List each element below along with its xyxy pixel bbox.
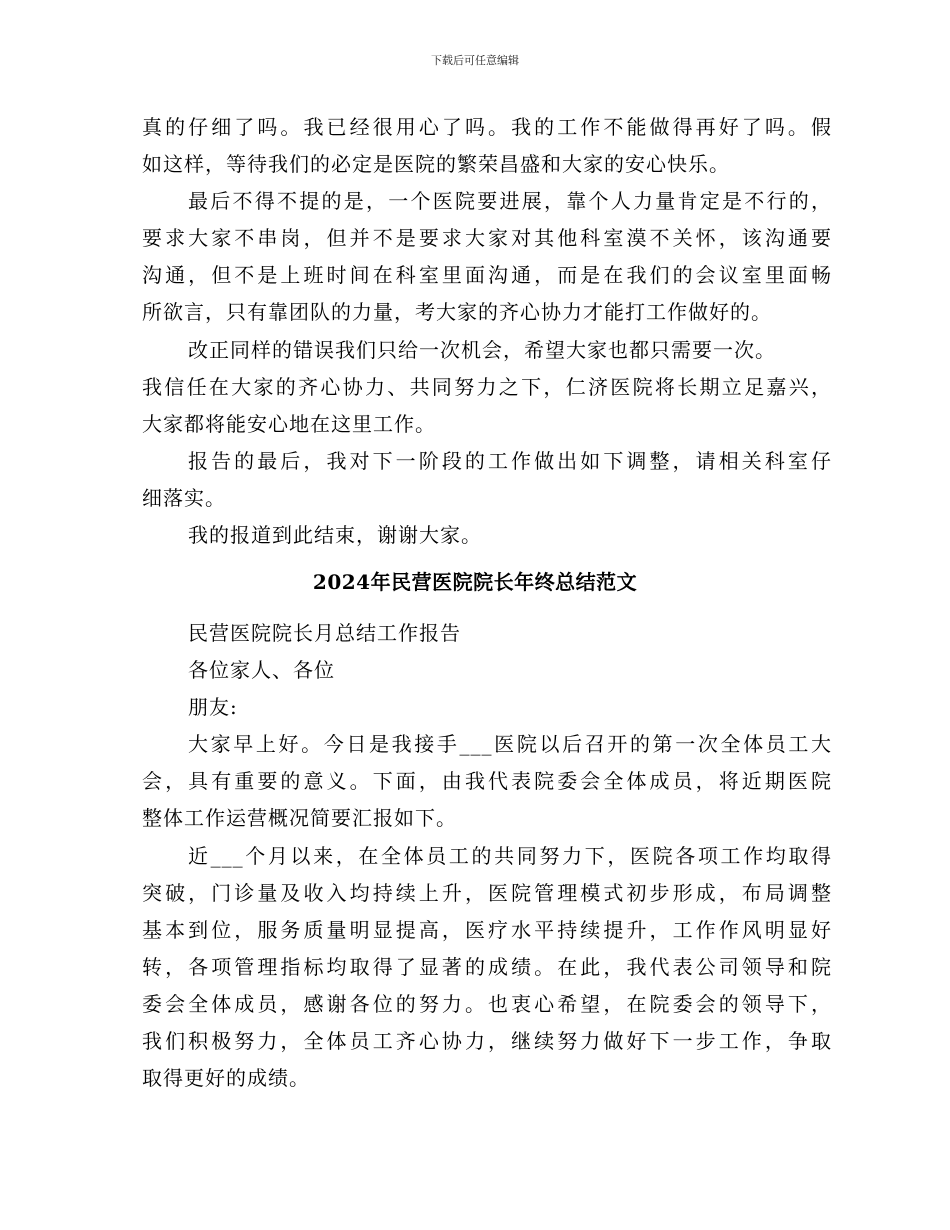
body-line: 基本到位，服务质量明显提高，医疗水平持续提升，工作作风明显好 (142, 918, 832, 942)
body-line: 真的仔细了吗。我已经很用心了吗。我的工作不能做得再好了吗。假 (142, 115, 832, 139)
body-line: 所欲言，只有靠团队的力量，考大家的齐心协力才能打工作做好的。 (142, 300, 772, 324)
body-line: 我信任在大家的齐心协力、共同努力之下，仁济医院将长期立足嘉兴， (142, 375, 832, 399)
body-line: 我们积极努力，全体员工齐心协力，继续努力做好下一步工作，争取 (142, 1029, 832, 1053)
body-line: 我的报道到此结束，谢谢大家。 (188, 523, 482, 547)
body-line: 沟通，但不是上班时间在科室里面沟通，而是在我们的会议室里面畅 (142, 263, 832, 287)
body-line: 民营医院院长月总结工作报告 (188, 621, 461, 645)
section-title: 2024年民营医院院长年终总结范文 (312, 570, 638, 594)
body-line: 转，各项管理指标均取得了显著的成绩。在此，我代表公司领导和院 (142, 955, 832, 979)
body-line: 各位家人、各位 (188, 658, 335, 682)
body-line: 朋友: (188, 695, 238, 719)
body-line: 大家都将能安心地在这里工作。 (142, 412, 436, 436)
body-line: 整体工作运营概况简要汇报如下。 (142, 806, 457, 830)
body-line: 大家早上好。今日是我接手___医院以后召开的第一次全体员工大 (188, 732, 832, 756)
body-line: 最后不得不提的是，一个医院要进展，靠个人力量肯定是不行的， (188, 189, 832, 213)
body-line: 取得更好的成绩。 (142, 1066, 310, 1090)
body-line: 改正同样的错误我们只给一次机会，希望大家也都只需要一次。 (188, 338, 776, 362)
body-line: 委会全体成员，感谢各位的努力。也衷心希望，在院委会的领导下， (142, 992, 832, 1016)
body-line: 要求大家不串岗，但并不是要求大家对其他科室漠不关怀，该沟通要 (142, 226, 832, 250)
body-line: 近___个月以来，在全体员工的共同努力下，医院各项工作均取得 (188, 844, 832, 868)
body-line: 报告的最后，我对下一阶段的工作做出如下调整，请相关科室仔 (188, 449, 832, 473)
body-line: 会，具有重要的意义。下面，由我代表院委会全体成员，将近期医院 (142, 769, 832, 793)
body-line: 如这样，等待我们的必定是医院的繁荣昌盛和大家的安心快乐。 (142, 152, 730, 176)
body-line: 细落实。 (142, 486, 226, 510)
header-note: 下载后可任意编辑 (431, 54, 519, 67)
body-line: 突破，门诊量及收入均持续上升，医院管理模式初步形成，布局调整 (142, 881, 832, 905)
